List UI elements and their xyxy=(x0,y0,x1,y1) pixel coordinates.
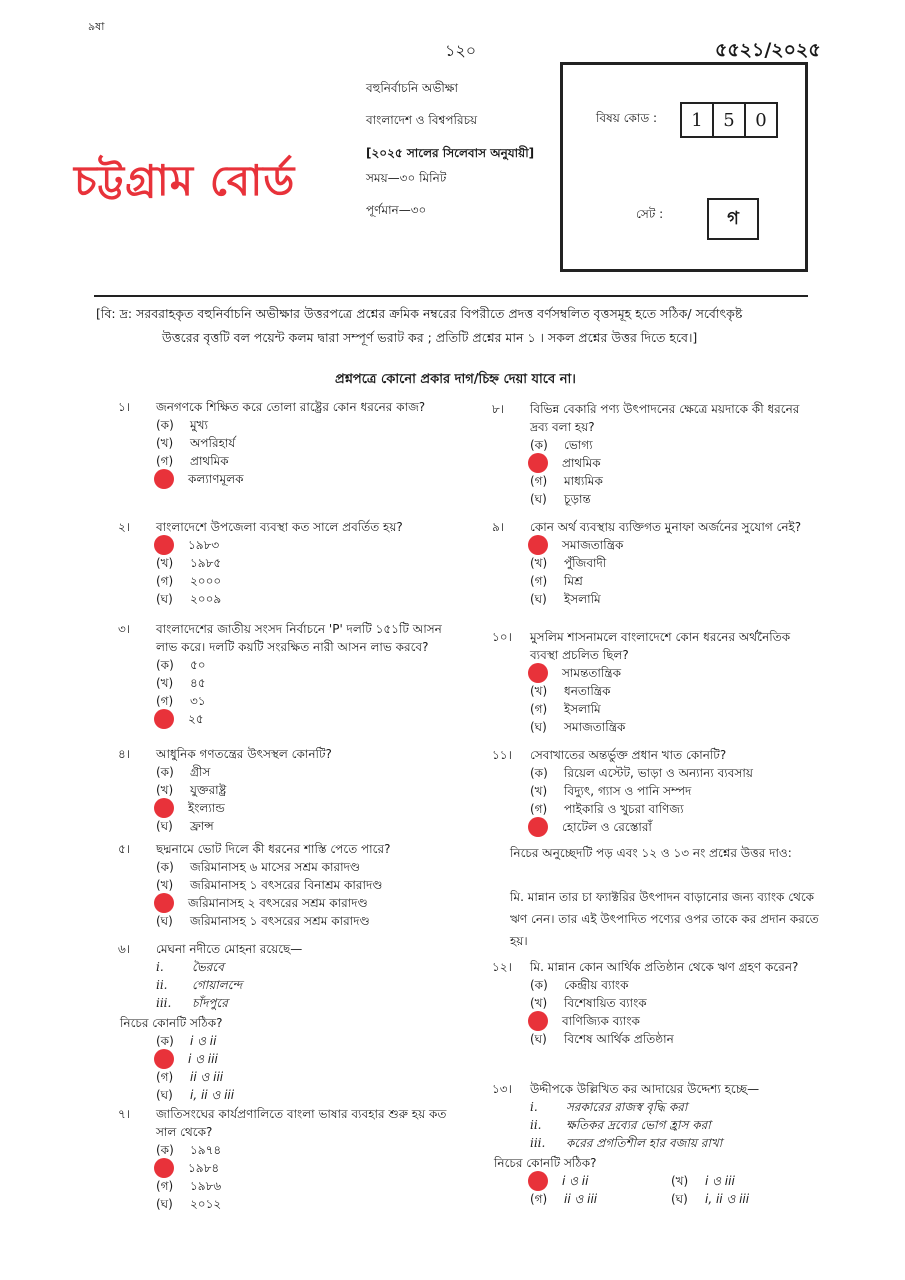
option-letter: (খ) xyxy=(530,556,548,570)
option-text: মাধ্যমিক xyxy=(564,474,603,488)
option-text: সমাজতান্ত্রিক xyxy=(564,720,626,734)
option-letter: (খ) xyxy=(530,996,548,1010)
option-text: ৩১ xyxy=(190,694,206,708)
option-letter: (খ) xyxy=(530,684,548,698)
option-text: ii ও iii xyxy=(190,1070,224,1084)
syllabus-note: [২০২৫ সালের সিলেবাস অনুযায়ী] xyxy=(366,146,535,160)
option-letter: (ক) xyxy=(156,765,174,779)
option-list xyxy=(530,536,812,608)
subject-code-digits xyxy=(680,102,778,138)
statement-item xyxy=(530,1134,812,1152)
option-item xyxy=(156,858,458,876)
corner-mark: ৯ষা xyxy=(88,20,105,33)
statement-text: চাঁদপুরে xyxy=(192,996,228,1010)
statement-item xyxy=(156,994,448,1012)
question-item xyxy=(118,398,448,488)
subject-code-set-box xyxy=(560,62,808,272)
question-number: ৮। xyxy=(492,402,505,416)
option-text: জরিমানাসহ ২ বৎসরের সশ্রম কারাদণ্ড xyxy=(188,896,368,910)
instruction-line-2: উত্তরের বৃত্তটি বল পয়েন্ট কলম দ্বারা সম্পূর্ণ ভরাট কর ; প্রতিটি প্রশ্নের মান ১ । সকল প্রশ্নের উত্তর দিতে হবে।] xyxy=(162,330,698,345)
question-item xyxy=(492,746,812,836)
option-item xyxy=(156,894,458,912)
option-item xyxy=(156,692,448,710)
option-item xyxy=(530,718,812,736)
option-list xyxy=(530,976,812,1048)
header-divider xyxy=(94,295,808,297)
option-letter: (ঘ) xyxy=(156,819,173,833)
option-list xyxy=(156,1032,448,1104)
question-text: মেঘনা নদীতে মোহনা রয়েছে— xyxy=(156,942,303,956)
option-item xyxy=(530,994,812,1012)
question-number: ৩। xyxy=(118,622,131,636)
option-item xyxy=(156,554,448,572)
question-number: ১০। xyxy=(492,630,512,644)
option-item xyxy=(156,912,458,930)
option-text: i, ii ও iii xyxy=(705,1192,750,1206)
option-item xyxy=(530,1030,812,1048)
option-text: ১৯৮৪ xyxy=(188,1161,220,1175)
statement-numeral: i. xyxy=(156,960,164,974)
option-list xyxy=(156,536,448,608)
question-text: জাতিসংঘের কার্যপ্রণালিতে বাংলা ভাষার ব্যবহার শুরু হয় কত সাল থেকে? xyxy=(156,1107,447,1139)
option-letter: (গ) xyxy=(156,574,174,588)
filled-answer-bubble xyxy=(528,817,548,837)
option-letter: (ঘ) xyxy=(671,1192,688,1206)
option-text: পুঁজিবাদী xyxy=(564,556,607,570)
option-text: সামন্ততান্ত্রিক xyxy=(562,666,621,680)
option-text: জরিমানাসহ ১ বৎসরের সশ্রম কারাদণ্ড xyxy=(190,914,370,928)
option-item xyxy=(156,674,448,692)
option-letter: (গ) xyxy=(156,454,174,468)
option-letter: (খ) xyxy=(156,878,174,892)
option-text: ১৯৮৫ xyxy=(190,556,222,570)
option-item xyxy=(156,1141,458,1159)
option-text: প্রাথমিক xyxy=(190,454,229,468)
question-text: বিভিন্ন বেকারি পণ্য উৎপাদনের ক্ষেত্রে ময়দাকে কী ধরনের দ্রব্য বলা হয়? xyxy=(530,402,800,434)
option-letter: (খ) xyxy=(671,1174,689,1188)
option-text: ফ্রান্স xyxy=(190,819,214,833)
option-text: i ও ii xyxy=(562,1174,589,1188)
option-list xyxy=(530,664,812,736)
question-number: ৪। xyxy=(118,747,131,761)
option-letter: (গ) xyxy=(530,702,548,716)
option-item xyxy=(156,434,448,452)
option-item xyxy=(530,976,812,994)
instructions xyxy=(96,302,816,350)
option-item xyxy=(530,554,812,572)
option-text: ৪৫ xyxy=(190,676,206,690)
passage-text: মি. মান্নান তার চা ফ্যাক্টরির উৎপাদন বাড়ানোর জন্য ব্যাংক থেকে ঋণ নেন। তার এই উৎপাদিত পণ্যের ওপর তাকে কর প্রদান করতে হয়। xyxy=(510,890,819,948)
option-item xyxy=(156,1050,448,1068)
option-letter: (খ) xyxy=(530,784,548,798)
question-code-number: ৫৫২১/২০২৫ xyxy=(715,39,821,61)
option-letter: (ক) xyxy=(156,860,174,874)
question-number: ১২। xyxy=(492,960,512,974)
option-item xyxy=(156,1032,448,1050)
option-letter: (ঘ) xyxy=(530,1032,547,1046)
option-item xyxy=(530,572,812,590)
question-number: ৭। xyxy=(118,1107,131,1121)
option-list xyxy=(530,764,812,836)
option-item xyxy=(530,764,812,782)
option-text: মুখ্য xyxy=(190,418,209,432)
option-item xyxy=(530,590,812,608)
option-item xyxy=(671,1172,812,1190)
full-marks: পূর্ণমান—৩০ xyxy=(366,203,427,217)
filled-answer-bubble xyxy=(528,663,548,683)
option-item xyxy=(156,470,448,488)
option-text: কল্যাণমূলক xyxy=(188,472,244,486)
filled-answer-bubble xyxy=(154,469,174,489)
question-item xyxy=(492,1080,812,1208)
option-letter: (খ) xyxy=(156,676,174,690)
question-text: কোন অর্থ ব্যবস্থায় ব্যক্তিগত মুনাফা অর্জনের সুযোগ নেই? xyxy=(530,520,802,534)
question-text: মুসলিম শাসনামলে বাংলাদেশে কোন ধরনের অর্থনৈতিক ব্যবস্থা প্রচলিত ছিল? xyxy=(530,630,791,662)
question-text: বাংলাদেশের জাতীয় সংসদ নির্বাচনে 'P' দলটি ১৫১টি আসন লাভ করে। দলটি কয়টি সংরক্ষিত নারী আসন লাভ করবে? xyxy=(156,622,442,654)
option-text: বিদ্যুৎ, গ্যাস ও পানি সম্পদ xyxy=(564,784,692,798)
option-letter: (ক) xyxy=(156,1143,174,1157)
option-letter: (ঘ) xyxy=(156,1197,173,1211)
option-text: প্রাথমিক xyxy=(562,456,601,470)
statement-item xyxy=(156,958,448,976)
option-item xyxy=(156,1159,458,1177)
option-item xyxy=(156,799,448,817)
option-text: বাণিজ্যিক ব্যাংক xyxy=(562,1014,640,1028)
option-text: ইংল্যান্ড xyxy=(188,801,225,815)
option-text: ১৯৭৪ xyxy=(190,1143,222,1157)
option-list xyxy=(156,416,448,488)
option-text: ভোগ্য xyxy=(564,438,593,452)
option-text: ২০০০ xyxy=(190,574,222,588)
option-item xyxy=(156,1177,458,1195)
subject-code-label: বিষয় কোড : xyxy=(596,111,658,125)
question-item xyxy=(118,745,448,835)
option-letter: (ক) xyxy=(156,418,174,432)
option-item xyxy=(530,436,812,454)
option-letter: (ঘ) xyxy=(156,914,173,928)
option-letter: (খ) xyxy=(156,783,174,797)
option-item xyxy=(530,536,812,554)
exam-time: সময়—৩০ মিনিট xyxy=(366,171,447,185)
set-label: সেট : xyxy=(636,207,664,221)
option-letter: (ঘ) xyxy=(156,1088,173,1102)
option-text: সমাজতান্ত্রিক xyxy=(562,538,624,552)
option-list xyxy=(156,1141,458,1213)
option-item xyxy=(156,1195,458,1213)
option-text: রিয়েল এস্টেট, ভাড়া ও অন্যান্য ব্যবসায় xyxy=(564,766,753,780)
option-list xyxy=(530,436,812,508)
question-text: উদ্দীপকে উল্লিখিত কর আদায়ের উদ্দেশ্য হচ্ছে— xyxy=(530,1082,760,1096)
option-letter: (গ) xyxy=(530,474,548,488)
question-item xyxy=(118,620,448,728)
option-item xyxy=(530,454,812,472)
option-item xyxy=(671,1190,812,1208)
option-text: অপরিহার্য xyxy=(190,436,236,450)
option-text: জরিমানাসহ ১ বৎসরের বিনাশ্রম কারাদণ্ড xyxy=(190,878,383,892)
option-text: ১৯৮৩ xyxy=(188,538,220,552)
statement-list xyxy=(156,958,448,1012)
option-item xyxy=(530,1172,671,1190)
statement-item xyxy=(530,1116,812,1134)
page-number: ১২০ xyxy=(445,41,477,60)
option-item xyxy=(530,664,812,682)
question-number: ২। xyxy=(118,520,131,534)
option-letter: (ক) xyxy=(530,978,548,992)
option-text: চূড়ান্ত xyxy=(564,492,591,506)
option-text: যুক্তরাষ্ট্র xyxy=(190,783,227,797)
question-text: জনগণকে শিক্ষিত করে তোলা রাষ্ট্রের কোন ধরনের কাজ? xyxy=(156,400,426,414)
question-number: ৯। xyxy=(492,520,505,534)
question-text: আধুনিক গণতন্ত্রের উৎসস্থল কোনটি? xyxy=(156,747,332,761)
statement-text: গোয়ালন্দে xyxy=(192,978,243,992)
option-text: জরিমানাসহ ৬ মাসের সশ্রম কারাদণ্ড xyxy=(190,860,361,874)
option-text: কেন্দ্রীয় ব্যাংক xyxy=(564,978,629,992)
option-item xyxy=(156,590,448,608)
option-text: ধনতান্ত্রিক xyxy=(564,684,611,698)
option-item xyxy=(156,1086,448,1104)
option-list xyxy=(156,763,448,835)
option-row xyxy=(530,1190,812,1208)
option-item xyxy=(530,700,812,718)
option-letter: (গ) xyxy=(530,1192,548,1206)
option-item xyxy=(156,710,448,728)
option-item xyxy=(156,536,448,554)
option-item xyxy=(530,682,812,700)
option-item xyxy=(156,452,448,470)
option-letter: (গ) xyxy=(530,802,548,816)
statement-numeral: iii. xyxy=(156,996,172,1010)
option-letter: (খ) xyxy=(156,436,174,450)
filled-answer-bubble xyxy=(528,535,548,555)
option-item xyxy=(156,781,448,799)
question-item xyxy=(492,958,812,1048)
question-text: ছদ্মনামে ভোট দিলে কী ধরনের শাস্তি পেতে পারে? xyxy=(156,842,391,856)
option-letter: (ঘ) xyxy=(530,592,547,606)
option-letter: (গ) xyxy=(156,694,174,708)
statement-numeral: i. xyxy=(530,1100,538,1114)
option-text: হোটেল ও রেস্তোরাঁ xyxy=(562,820,652,834)
option-item xyxy=(530,490,812,508)
filled-answer-bubble xyxy=(528,453,548,473)
filled-answer-bubble xyxy=(154,798,174,818)
option-list xyxy=(156,858,458,930)
statement-numeral: ii. xyxy=(156,978,168,992)
option-text: বিশেষায়িত ব্যাংক xyxy=(564,996,647,1010)
option-letter: (গ) xyxy=(156,1179,174,1193)
question-number: ১। xyxy=(118,400,131,414)
filled-answer-bubble xyxy=(154,893,174,913)
filled-answer-bubble xyxy=(154,1158,174,1178)
option-letter: (গ) xyxy=(530,574,548,588)
option-text: ২৫ xyxy=(188,712,204,726)
option-text: i ও ii xyxy=(190,1034,217,1048)
question-item xyxy=(118,518,448,608)
option-item xyxy=(156,817,448,835)
question-item xyxy=(492,628,812,736)
filled-answer-bubble xyxy=(154,535,174,555)
option-letter: (ক) xyxy=(156,1034,174,1048)
subject-name: বাংলাদেশ ও বিশ্বপরিচয় xyxy=(366,113,478,127)
option-item xyxy=(156,876,458,894)
option-letter: (ক) xyxy=(156,658,174,672)
question-item xyxy=(118,840,458,930)
option-text: i, ii ও iii xyxy=(190,1088,235,1102)
statement-text: ক্ষতিকর দ্রব্যের ভোগ হ্রাস করা xyxy=(566,1118,711,1132)
option-letter: (খ) xyxy=(156,556,174,570)
question-text: মি. মান্নান কোন আর্থিক প্রতিষ্ঠান থেকে ঋণ গ্রহণ করেন? xyxy=(530,960,799,974)
option-letter: (ঘ) xyxy=(530,492,547,506)
statement-text: সরকারের রাজস্ব বৃদ্ধি করা xyxy=(566,1100,688,1114)
option-item xyxy=(530,1190,671,1208)
option-text: ৫০ xyxy=(190,658,206,672)
subject-code-digit: 5 xyxy=(712,102,746,138)
set-value: গ xyxy=(707,198,759,240)
option-letter: (গ) xyxy=(156,1070,174,1084)
statement-text: করের প্রগতিশীল হার বজায় রাখা xyxy=(566,1136,723,1150)
option-item xyxy=(530,800,812,818)
question-item xyxy=(492,400,812,508)
option-letter: (ঘ) xyxy=(530,720,547,734)
statement-list xyxy=(530,1098,812,1152)
filled-answer-bubble xyxy=(528,1011,548,1031)
option-item xyxy=(530,1012,812,1030)
question-item xyxy=(492,518,812,608)
option-text: i ও iii xyxy=(188,1052,218,1066)
option-letter: (ঘ) xyxy=(156,592,173,606)
instruction-line-1: [বি: দ্র: সরবরাহকৃত বহুনির্বাচনি অভীক্ষার উত্তরপত্রে প্রশ্নের ক্রমিক নম্বরের বিপরীতে প্রদত্ত বর্ণসম্বলিত বৃত্তসমূহ হতে সঠিক/ সর্বোৎকৃষ্ট xyxy=(96,306,743,321)
statement-text: ভৈরবে xyxy=(192,960,224,974)
option-item xyxy=(530,782,812,800)
option-text: গ্রীস xyxy=(190,765,211,779)
exam-type: বহুনির্বাচনি অভীক্ষা xyxy=(366,81,458,95)
option-text: পাইকারি ও খুচরা বাণিজ্য xyxy=(564,802,684,816)
subject-code-digit: 1 xyxy=(680,102,714,138)
question-number: ১৩। xyxy=(492,1082,512,1096)
option-text: বিশেষ আর্থিক প্রতিষ্ঠান xyxy=(564,1032,674,1046)
subject-code-digit: 0 xyxy=(744,102,778,138)
question-prompt: নিচের কোনটি সঠিক? xyxy=(494,1156,597,1170)
option-row xyxy=(530,1172,812,1190)
question-number: ১১। xyxy=(492,748,512,762)
option-text: ২০১২ xyxy=(190,1197,222,1211)
question-number: ৫। xyxy=(118,842,131,856)
option-item xyxy=(156,572,448,590)
option-text: ২০০৯ xyxy=(190,592,222,606)
statement-numeral: iii. xyxy=(530,1136,546,1150)
board-title: চট্টগ্রাম বোর্ড xyxy=(74,156,296,205)
option-text: ii ও iii xyxy=(564,1192,598,1206)
question-item xyxy=(118,940,448,1104)
question-text: বাংলাদেশে উপজেলা ব্যবস্থা কত সালে প্রবর্তিত হয়? xyxy=(156,520,403,534)
no-mark-notice: প্রশ্নপত্রে কোনো প্রকার দাগ/চিহ্ন দেয়া যাবে না। xyxy=(335,372,576,387)
filled-answer-bubble xyxy=(154,709,174,729)
filled-answer-bubble xyxy=(528,1171,548,1191)
passage-intro: নিচের অনুচ্ছেদটি পড় এবং ১২ ও ১৩ নং প্রশ্নের উত্তর দাও: xyxy=(510,846,792,860)
option-item xyxy=(530,818,812,836)
option-item xyxy=(156,1068,448,1086)
option-letter: (ক) xyxy=(530,766,548,780)
option-item xyxy=(156,416,448,434)
option-text: ১৯৮৬ xyxy=(190,1179,222,1193)
option-text: ইসলামি xyxy=(564,592,601,606)
option-item xyxy=(156,656,448,674)
option-item xyxy=(530,472,812,490)
option-letter: (ক) xyxy=(530,438,548,452)
question-item xyxy=(118,1105,458,1213)
option-text: মিশ্র xyxy=(564,574,583,588)
statement-item xyxy=(156,976,448,994)
question-prompt: নিচের কোনটি সঠিক? xyxy=(120,1016,223,1030)
filled-answer-bubble xyxy=(154,1049,174,1069)
statement-item xyxy=(530,1098,812,1116)
statement-numeral: ii. xyxy=(530,1118,542,1132)
question-number: ৬। xyxy=(118,942,131,956)
option-text: i ও iii xyxy=(705,1174,735,1188)
option-text: ইসলামি xyxy=(564,702,601,716)
option-item xyxy=(156,763,448,781)
option-list xyxy=(156,656,448,728)
option-list xyxy=(530,1172,812,1208)
question-text: সেবাখাতের অন্তর্ভুক্ত প্রধান খাত কোনটি? xyxy=(530,748,727,762)
